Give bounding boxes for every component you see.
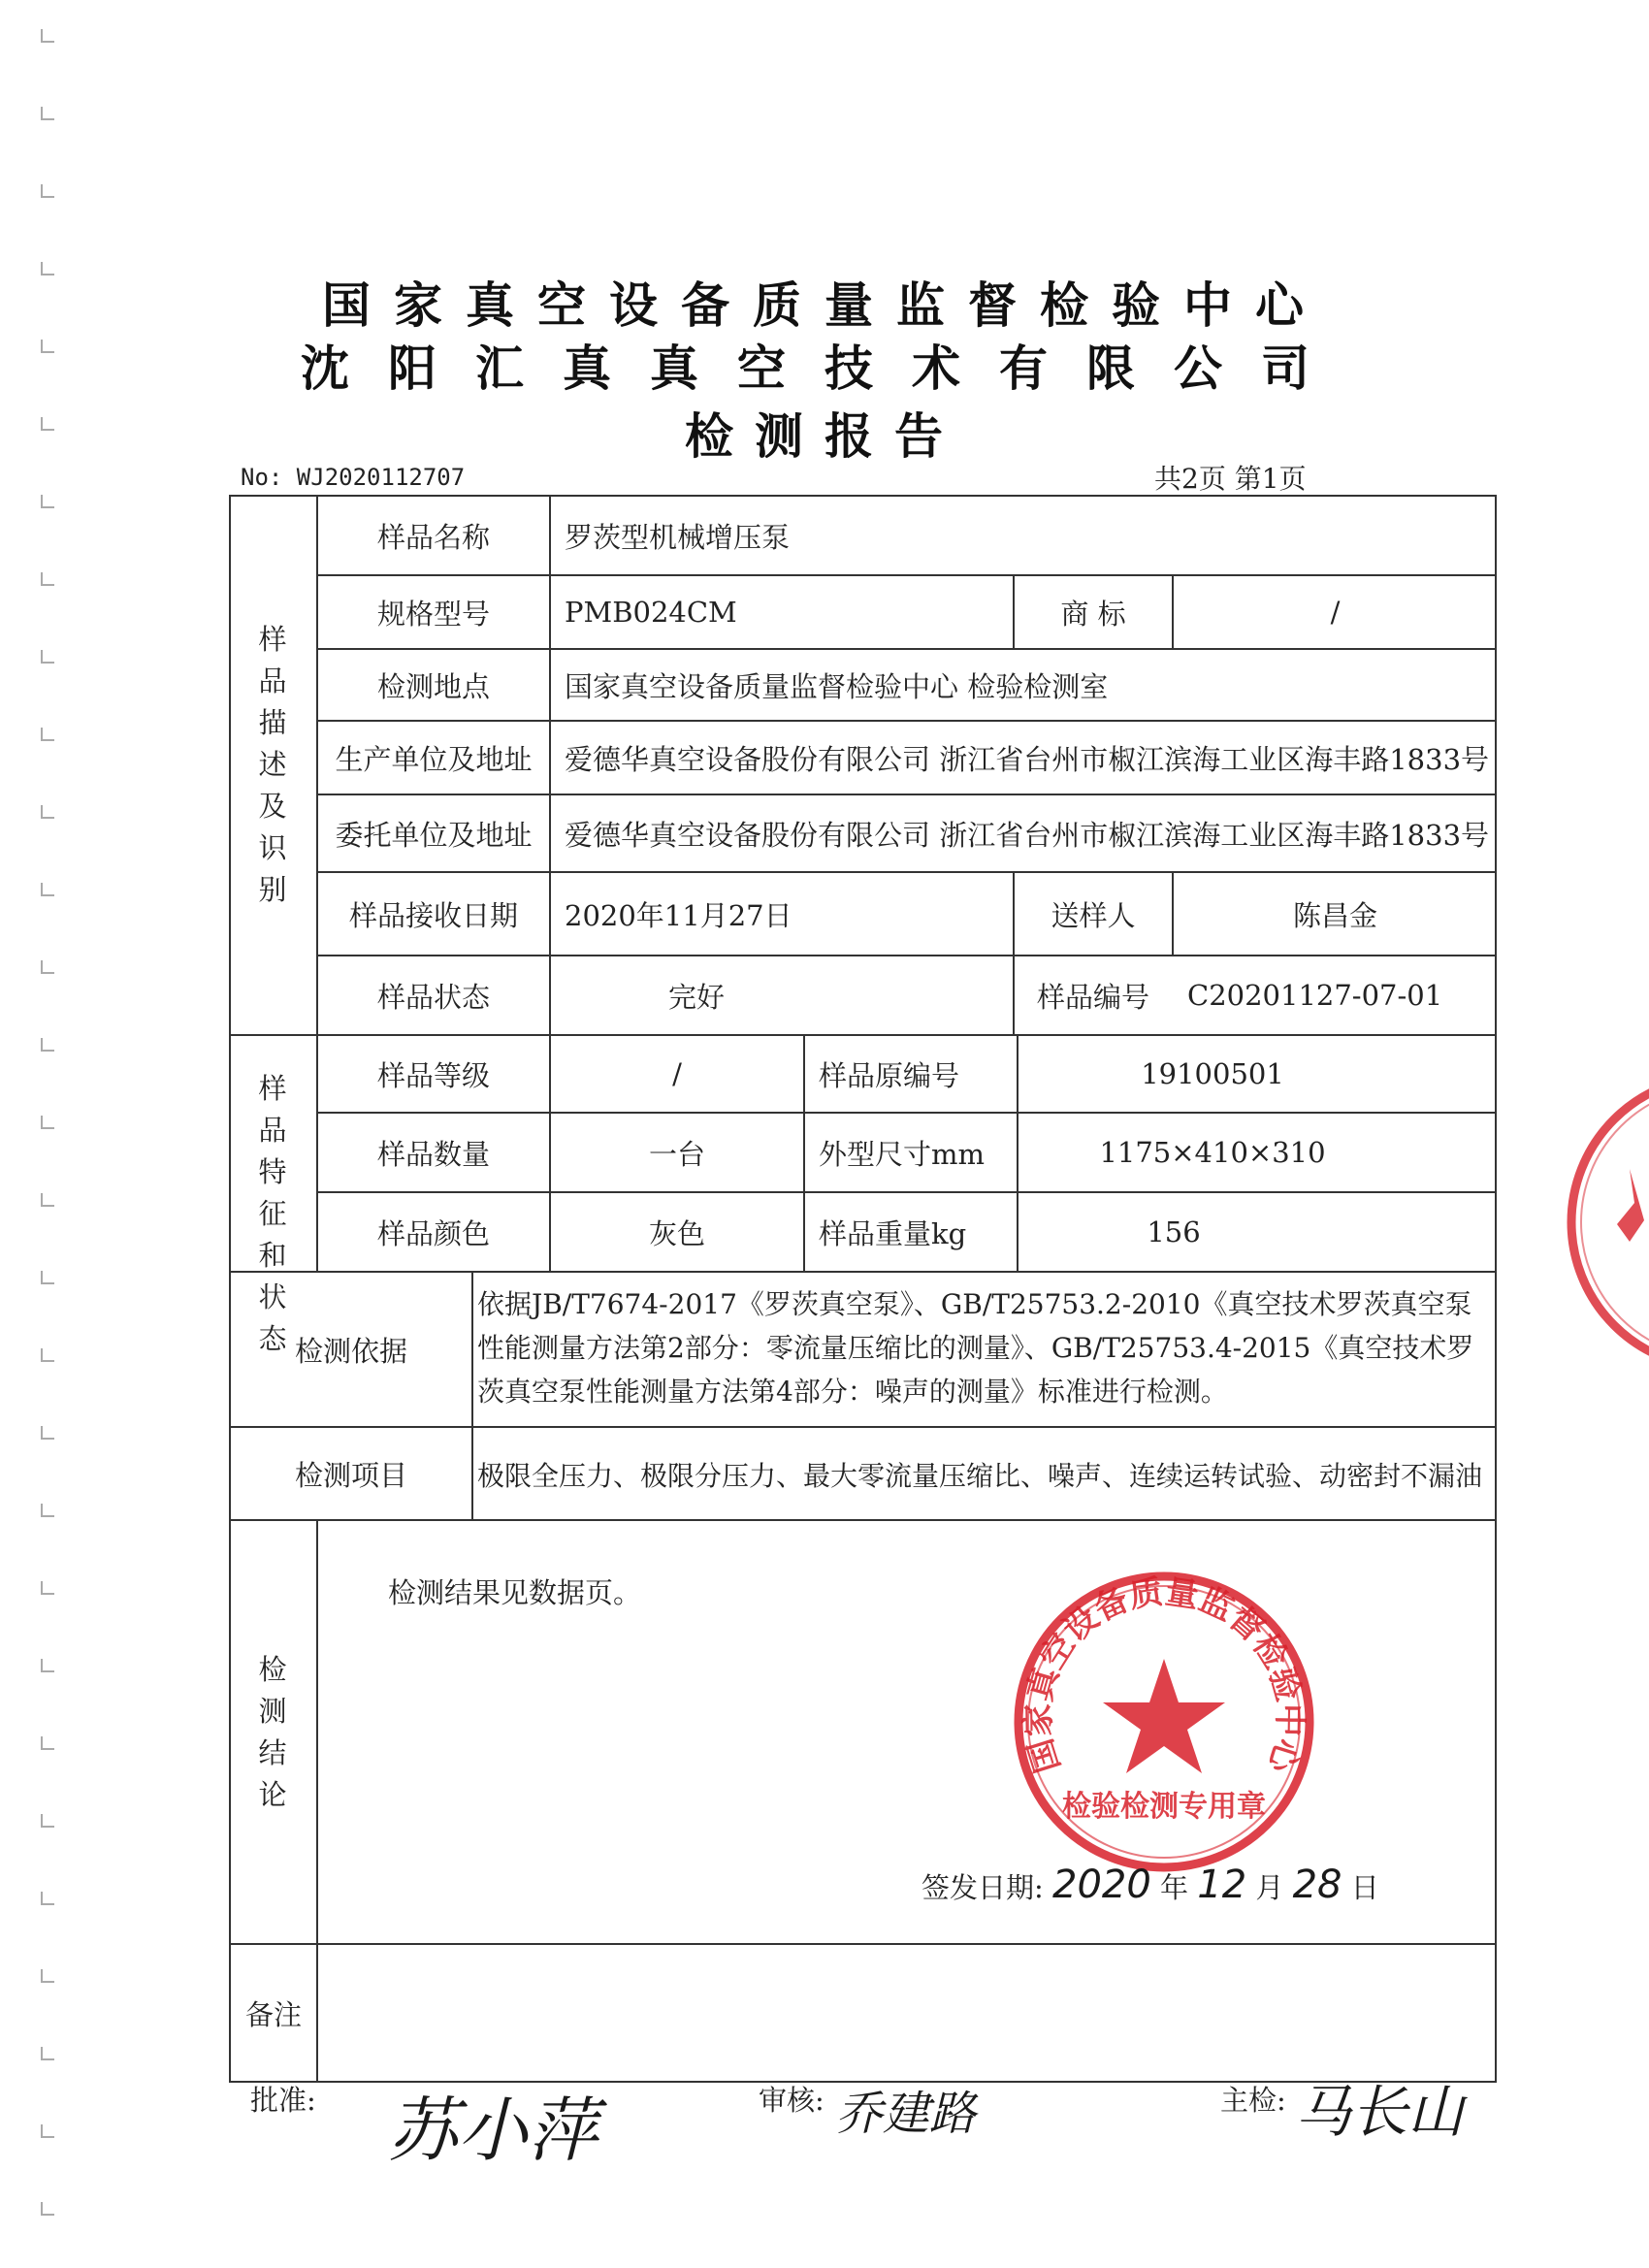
issue-date	[922, 1863, 1379, 1907]
seal-bottom-text: 检验检测专用章	[1062, 1790, 1266, 1824]
issue-date-label: 签发日期:	[922, 1871, 1044, 1904]
approve-signature: 苏小萍	[388, 2090, 598, 2171]
weight-label: 样品重量kg	[819, 1216, 967, 1250]
color-label: 样品颜色	[376, 1216, 490, 1250]
basis-label: 检测依据	[294, 1334, 407, 1368]
inspector-label: 主检:	[1220, 2084, 1286, 2117]
received-date-value: 2020年11月27日	[565, 898, 792, 932]
issue-month: 12	[1197, 1863, 1247, 1907]
color-value: 灰色	[648, 1216, 705, 1250]
issue-year-unit: 年	[1160, 1871, 1189, 1904]
conclusion-text: 检测结果见数据页。	[388, 1576, 642, 1609]
client-label: 委托单位及地址	[335, 818, 533, 852]
sample-name-label: 样品名称	[376, 520, 490, 554]
items-label: 检测项目	[294, 1458, 407, 1492]
seal-ring-text: 国家真空设备质量监督检验中心	[1018, 1572, 1310, 1778]
sender-label: 送样人	[1051, 898, 1136, 932]
orig-no-value: 19100501	[1141, 1057, 1284, 1090]
status-label: 样品状态	[376, 980, 490, 1014]
sample-name-value: 罗茨型机械增压泵	[565, 520, 791, 554]
location-label: 检测地点	[376, 669, 490, 703]
orig-no-label: 样品原编号	[819, 1058, 960, 1092]
issue-day-unit: 日	[1350, 1871, 1379, 1904]
received-date-label: 样品接收日期	[348, 898, 518, 932]
manufacturer-label: 生产单位及地址	[335, 742, 533, 776]
model-label: 规格型号	[376, 597, 490, 631]
client-value: 爱德华真空设备股份有限公司 浙江省台州市椒江滨海工业区海丰路1833号	[565, 818, 1490, 852]
sample-no-label: 样品编号	[1036, 980, 1149, 1014]
issue-year: 2020	[1052, 1863, 1151, 1907]
section-remarks: 备注	[244, 1997, 302, 2031]
model-value: PMB024CM	[565, 596, 737, 629]
manufacturer-value: 爱德华真空设备股份有限公司 浙江省台州市椒江滨海工业区海丰路1833号	[565, 742, 1490, 776]
section-sample-feature: 样 品 特 征 和 状 态	[258, 1072, 287, 1355]
sender-value: 陈昌金	[1292, 898, 1377, 932]
inspector-signature: 马长山	[1295, 2079, 1465, 2145]
report-title: 检测报告	[685, 408, 964, 465]
header-center-name: 国家真空设备质量监督检验中心	[322, 277, 1327, 334]
status-value: 完好	[667, 980, 725, 1014]
review-signature: 乔建路	[836, 2087, 977, 2141]
report-number: No: WJ2020112707	[241, 464, 466, 491]
section-sample-desc: 样 品 描 述 及 识 别	[258, 623, 287, 906]
size-label: 外型尺寸mm	[819, 1137, 985, 1171]
section-conclusion: 检 测 结 论	[258, 1653, 287, 1811]
quantity-label: 样品数量	[376, 1137, 490, 1171]
issue-day: 28	[1292, 1863, 1342, 1907]
review-label: 审核:	[759, 2084, 824, 2117]
header-company-name: 沈阳汇真真空技术有限公司	[301, 340, 1348, 397]
page-info: 共2页 第1页	[1154, 463, 1307, 495]
grade-value: /	[672, 1057, 682, 1090]
quantity-value: 一台	[648, 1137, 705, 1171]
approve-label: 批准:	[250, 2084, 316, 2117]
items-text: 极限全压力、极限分压力、最大零流量压缩比、噪声、连续运转试验、动密封不漏油	[477, 1460, 1483, 1492]
brand-label: 商 标	[1060, 597, 1126, 631]
issue-month-unit: 月	[1255, 1871, 1284, 1904]
grade-label: 样品等级	[376, 1058, 490, 1092]
brand-value: /	[1330, 596, 1341, 629]
size-value: 1175×410×310	[1099, 1136, 1326, 1169]
weight-value: 156	[1147, 1215, 1201, 1248]
sample-no-value: C20201127-07-01	[1187, 979, 1443, 1012]
partial-seal-icon	[1557, 1057, 1649, 1387]
location-value: 国家真空设备质量监督检验中心 检验检测室	[565, 669, 1109, 703]
official-seal-icon	[1004, 1562, 1324, 1882]
basis-text: 依据JB/T7674-2017《罗茨真空泵》、GB/T25753.2-2010《真空技术罗茨真空泵性能测量方法第2部分：零流量压缩比的测量》、GB/T25753.4-2015《真空技术罗茨真空泵性能测量方法第4部分：噪声的测量》标准进行检测。	[477, 1288, 1474, 1408]
